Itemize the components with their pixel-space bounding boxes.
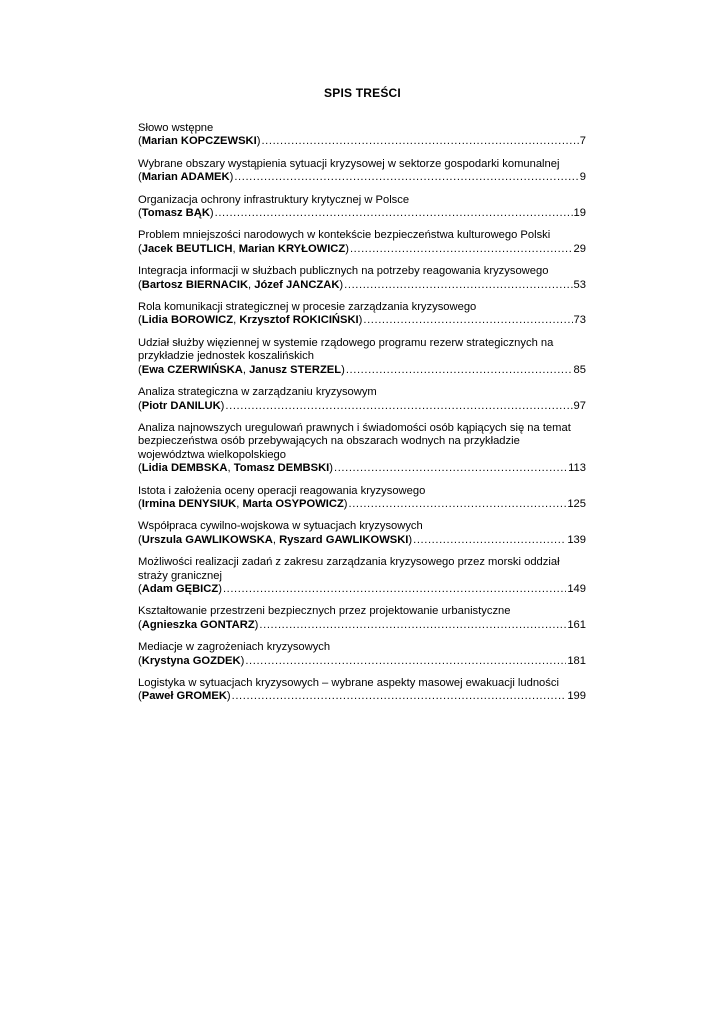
toc-entry-authors: (Paweł GROMEK) bbox=[138, 690, 231, 703]
toc-entry-title: Słowo wstępne bbox=[138, 122, 214, 134]
dot-leader bbox=[225, 400, 572, 413]
toc-entry-page-number: 113 bbox=[568, 462, 586, 475]
toc-entry[interactable] bbox=[138, 520, 586, 547]
dot-leader bbox=[349, 498, 567, 511]
toc-entry-page-number: 97 bbox=[573, 399, 586, 412]
author-name: Ewa CZERWIŃSKA bbox=[141, 363, 243, 376]
toc-entry-title: Analiza strategiczna w zarządzaniu kryzysowym bbox=[138, 386, 377, 399]
dot-leader bbox=[350, 243, 573, 256]
toc-entry-authors: (Piotr DANILUK) bbox=[138, 399, 225, 412]
dot-leader bbox=[344, 279, 572, 292]
toc-entry-author-line bbox=[138, 583, 586, 596]
toc-entry[interactable] bbox=[138, 556, 586, 596]
author-name: Józef JANCZAK bbox=[254, 278, 340, 291]
toc-entry[interactable] bbox=[138, 641, 586, 668]
author-name: Tomasz DEMBSKI bbox=[233, 462, 330, 475]
author-name: Irmina DENYSIUK bbox=[141, 497, 237, 510]
toc-entry-title: Kształtowanie przestrzeni bezpiecznych przez projektowanie urbanistyczne bbox=[138, 605, 511, 618]
toc-entry[interactable] bbox=[138, 422, 586, 476]
dot-leader bbox=[259, 619, 566, 632]
toc-entry-title: Współpraca cywilno-wojskowa w sytuacjach kryzysowych bbox=[138, 520, 423, 533]
author-name: Lidia DEMBSKA bbox=[141, 462, 228, 475]
dot-leader bbox=[223, 583, 566, 596]
toc-entry[interactable] bbox=[138, 605, 586, 632]
toc-entry-author-line bbox=[138, 279, 586, 292]
author-name: Ryszard GAWLIKOWSKI bbox=[279, 533, 409, 546]
toc-entry-authors: (Irmina DENYSIUK, Marta OSYPOWICZ) bbox=[138, 497, 348, 510]
toc-entry[interactable] bbox=[138, 677, 586, 704]
toc-entry-author-line bbox=[138, 690, 586, 703]
toc-entry-title: Mediacje w zagrożeniach kryzysowych bbox=[138, 641, 331, 654]
author-name: Tomasz BĄK bbox=[141, 207, 210, 220]
toc-entry-author-line bbox=[138, 135, 586, 148]
author-name: Piotr DANILUK bbox=[141, 399, 221, 412]
toc-entry-title: Udział służby więziennej w systemie rządowego programu rezerw strategicznych na przykładzie jednostek koszalińskich bbox=[138, 336, 554, 363]
dot-leader bbox=[215, 207, 573, 220]
toc-entry-page-number: 139 bbox=[567, 533, 586, 546]
toc-entry[interactable] bbox=[138, 229, 586, 256]
toc-entry-page-number: 19 bbox=[573, 207, 586, 220]
toc-entry-authors: (Jacek BEUTLICH, Marian KRYŁOWICZ) bbox=[138, 242, 349, 255]
toc-entry[interactable] bbox=[138, 337, 586, 377]
toc-entry-page-number: 181 bbox=[567, 654, 586, 667]
author-name: Krystyna GOZDEK bbox=[141, 654, 241, 667]
toc-entry-page-number: 161 bbox=[567, 618, 586, 631]
toc-entry[interactable] bbox=[138, 265, 586, 292]
toc-entry-author-line bbox=[138, 534, 586, 547]
author-name: Agnieszka GONTARZ bbox=[141, 618, 255, 631]
toc-entry-page-number: 149 bbox=[567, 582, 586, 595]
author-name: Lidia BOROWICZ bbox=[141, 314, 234, 327]
toc-entry-page-number: 9 bbox=[579, 171, 586, 184]
toc-entry-title: Istota i założenia oceny operacji reagowania kryzysowego bbox=[138, 484, 426, 497]
author-name: Marian KOPCZEWSKI bbox=[141, 135, 257, 148]
dot-leader bbox=[346, 364, 573, 377]
toc-entry-page-number: 53 bbox=[573, 278, 586, 291]
toc-entry-author-line bbox=[138, 243, 586, 256]
dot-leader bbox=[245, 655, 566, 668]
author-name: Bartosz BIERNACIK bbox=[141, 278, 249, 291]
toc-entry-author-line bbox=[138, 655, 586, 668]
toc-entry-page-number: 125 bbox=[567, 497, 586, 510]
author-name: Marian KRYŁOWICZ bbox=[238, 242, 346, 255]
toc-entry-title: Analiza najnowszych uregulowań prawnych i świadomości osób kąpiących się na temat bezpieczeństwa osób przebywających na obszarach wodnych na przykładzie województwa wielkopolskiego bbox=[138, 421, 571, 461]
toc-entry-author-line bbox=[138, 498, 586, 511]
toc-entry-title: Wybrane obszary wystąpienia sytuacji kryzysowej w sektorze gospodarki komunalnej bbox=[138, 157, 560, 170]
toc-entry-page-number: 7 bbox=[579, 135, 586, 148]
toc-entry-authors: (Adam GĘBICZ) bbox=[138, 582, 222, 595]
toc-entry-title: Logistyka w sytuacjach kryzysowych – wybrane aspekty masowej ewakuacji ludności bbox=[138, 677, 559, 689]
toc-entry-authors: (Lidia DEMBSKA, Tomasz DEMBSKI) bbox=[138, 462, 333, 475]
toc-entry[interactable] bbox=[138, 122, 586, 149]
toc-entry-authors: (Tomasz BĄK) bbox=[138, 207, 214, 220]
toc-entry[interactable] bbox=[138, 485, 586, 512]
toc-entry-authors: (Marian ADAMEK) bbox=[138, 171, 234, 184]
dot-leader bbox=[232, 690, 567, 703]
toc-entry-authors: (Agnieszka GONTARZ) bbox=[138, 618, 259, 631]
toc-entry[interactable] bbox=[138, 158, 586, 185]
toc-entry-authors: (Krystyna GOZDEK) bbox=[138, 654, 245, 667]
author-name: Jacek BEUTLICH bbox=[141, 242, 233, 255]
toc-entry-title: Organizacja ochrony infrastruktury krytycznej w Polsce bbox=[138, 193, 410, 206]
toc-entry-page-number: 73 bbox=[573, 314, 586, 327]
page-title: SPIS TREŚCI bbox=[324, 86, 401, 100]
table-of-contents bbox=[138, 122, 586, 713]
toc-entry-title: Rola komunikacji strategicznej w procesie zarządzania kryzysowego bbox=[138, 301, 477, 314]
author-name: Marta OSYPOWICZ bbox=[242, 497, 344, 510]
toc-entry-page-number: 29 bbox=[573, 242, 586, 255]
dot-leader bbox=[363, 314, 572, 327]
toc-entry[interactable] bbox=[138, 386, 586, 413]
author-name: Janusz STERZEL bbox=[249, 363, 342, 376]
toc-entry[interactable] bbox=[138, 194, 586, 221]
toc-entry-author-line bbox=[138, 207, 586, 220]
dot-leader bbox=[234, 171, 578, 184]
toc-entry-author-line bbox=[138, 364, 586, 377]
toc-entry-authors: (Lidia BOROWICZ, Krzysztof ROKICIŃSKI) bbox=[138, 314, 363, 327]
author-name: Marian ADAMEK bbox=[141, 171, 230, 184]
toc-entry-author-line bbox=[138, 462, 586, 475]
toc-entry[interactable] bbox=[138, 301, 586, 328]
toc-entry-author-line bbox=[138, 171, 586, 184]
toc-entry-authors: (Marian KOPCZEWSKI) bbox=[138, 135, 261, 148]
toc-entry-authors: (Urszula GAWLIKOWSKA, Ryszard GAWLIKOWSKI) bbox=[138, 533, 413, 546]
toc-entry-title: Problem mniejszości narodowych w kontekście bezpieczeństwa kulturowego Polski bbox=[138, 229, 551, 242]
dot-leader bbox=[413, 534, 566, 547]
toc-entry-author-line bbox=[138, 619, 586, 632]
author-name: Paweł GROMEK bbox=[141, 690, 227, 703]
toc-entry-page-number: 199 bbox=[567, 690, 586, 703]
toc-entry-author-line bbox=[138, 400, 586, 413]
toc-entry-title: Możliwości realizacji zadań z zakresu zarządzania kryzysowego przez morski oddział straży granicznej bbox=[138, 556, 560, 582]
toc-entry-authors: (Bartosz BIERNACIK, Józef JANCZAK) bbox=[138, 278, 344, 291]
author-name: Adam GĘBICZ bbox=[141, 582, 219, 595]
toc-entry-title: Integracja informacji w służbach publicznych na potrzeby reagowania kryzysowego bbox=[138, 265, 549, 278]
author-name: Krzysztof ROKICIŃSKI bbox=[239, 314, 359, 327]
dot-leader bbox=[261, 135, 578, 148]
toc-entry-page-number: 85 bbox=[573, 363, 586, 376]
toc-entry-authors: (Ewa CZERWIŃSKA, Janusz STERZEL) bbox=[138, 363, 345, 376]
dot-leader bbox=[334, 462, 567, 475]
toc-entry-author-line bbox=[138, 314, 586, 327]
author-name: Urszula GAWLIKOWSKA bbox=[141, 533, 273, 546]
